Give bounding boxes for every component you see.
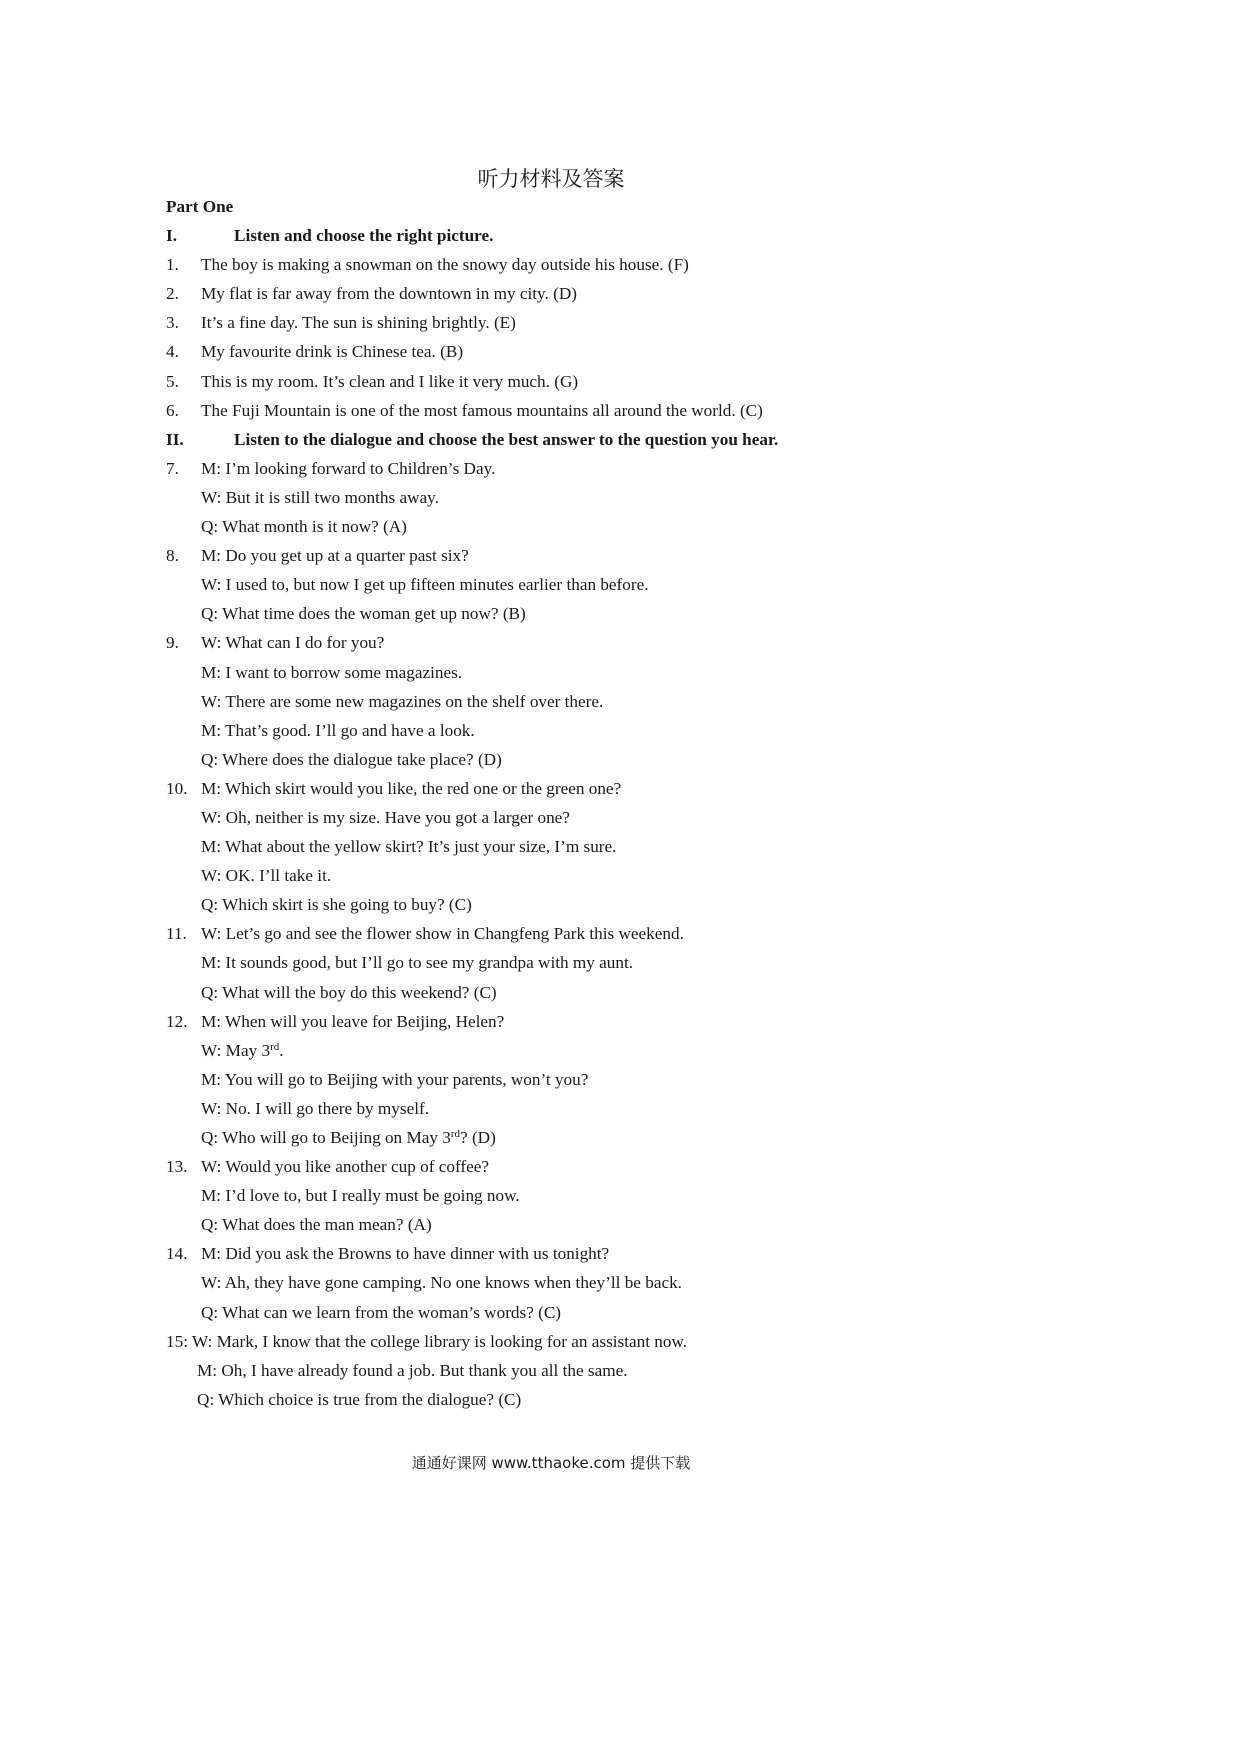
ordinal-suffix: rd (450, 1128, 461, 1140)
content-line (0, 716, 1102, 745)
content-line (0, 308, 1102, 337)
line-text: Q: What time does the woman get up now? (B) (201, 604, 526, 624)
content-line (0, 978, 1102, 1007)
line-text: W: Oh, neither is my size. Have you got a larger one? (201, 807, 570, 827)
line-number: 9. (166, 633, 179, 653)
content-line (0, 1007, 1102, 1036)
content-line (0, 396, 1102, 425)
line-number: I. (166, 226, 177, 246)
line-text: It’s a fine day. The sun is shining brightly. (E) (201, 313, 516, 333)
line-text: W: No. I will go there by myself. (201, 1098, 430, 1118)
line-number: 11. (166, 924, 187, 944)
line-number: 8. (166, 546, 179, 566)
ordinal-suffix: rd (270, 1040, 280, 1053)
part-heading-text: Part One (166, 197, 234, 216)
content-line (0, 919, 1102, 948)
content-line (0, 1298, 1102, 1327)
line-number: II. (166, 429, 184, 449)
content (0, 192, 1102, 1414)
content-line (0, 1036, 1102, 1065)
line-text: Q: What will the boy do this weekend? (C) (201, 982, 497, 1002)
content-line (0, 687, 1102, 716)
line-number: 1. (166, 255, 179, 275)
line-text: Q: Which skirt is she going to buy? (C) (201, 895, 472, 915)
line-number: 6. (166, 400, 179, 420)
content-line (0, 1268, 1102, 1297)
line-number: 4. (166, 342, 179, 362)
content-line (0, 890, 1102, 919)
line-text: My favourite drink is Chinese tea. (B) (201, 342, 464, 362)
line-text-pre: Q: Who will go to Beijing on May 3 (201, 1128, 451, 1147)
line-number: 12. (166, 1011, 188, 1031)
line-text: W: Ah, they have gone camping. No one knows when they’ll be back. (201, 1273, 682, 1293)
line-number: 13. (166, 1157, 188, 1177)
part-heading (0, 192, 1102, 221)
section-heading (0, 425, 1102, 454)
content-line (0, 1385, 1102, 1414)
line-text: Q: What does the man mean? (A) (201, 1215, 432, 1235)
line-text: W: There are some new magazines on the shelf over there. (201, 691, 604, 711)
content-line (0, 1210, 1102, 1239)
line-text: Q: What month is it now? (A) (201, 517, 407, 537)
line-text: W: Let’s go and see the flower show in Changfeng Park this weekend. (201, 924, 684, 944)
content-line (0, 861, 1102, 890)
content-line (0, 454, 1102, 483)
page-title: 听力材料及答案 (477, 167, 625, 191)
line-list (0, 221, 1102, 1414)
line-text: This is my room. It’s clean and I like it very much. (G) (201, 371, 579, 391)
line-number: 10. (166, 778, 188, 798)
line-number: 3. (166, 313, 179, 333)
line-text: M: I want to borrow some magazines. (201, 662, 463, 682)
content-line (0, 1094, 1102, 1123)
line-text: Q: Where does the dialogue take place? (D) (201, 749, 502, 769)
line-text: My flat is far away from the downtown in my city. (D) (201, 284, 577, 304)
content-line (0, 541, 1102, 570)
line-text: Q: What can we learn from the woman’s words? (C) (201, 1302, 562, 1322)
line-text: W: Would you like another cup of coffee? (201, 1157, 489, 1177)
line-text: Listen to the dialogue and choose the best answer to the question you hear. (234, 429, 779, 449)
line-text: 15: W: Mark, I know that the college library is looking for an assistant now. (166, 1331, 688, 1351)
line-text: M: Did you ask the Browns to have dinner with us tonight? (201, 1244, 610, 1264)
line-text: W: But it is still two months away. (201, 487, 439, 507)
content-line (0, 570, 1102, 599)
content-line (0, 1181, 1102, 1210)
line-number: 2. (166, 284, 179, 304)
line-text: The Fuji Mountain is one of the most famous mountains all around the world. (C) (201, 400, 763, 420)
content-line (0, 599, 1102, 628)
line-text: W: OK. I’ll take it. (201, 866, 332, 886)
line-number: 7. (166, 458, 179, 478)
line-text-post: . (279, 1040, 284, 1060)
content-line (0, 1239, 1102, 1268)
content-line (0, 279, 1102, 308)
section-heading (0, 221, 1102, 250)
content-line (0, 367, 1102, 396)
content-line (0, 658, 1102, 687)
line-text: M: Which skirt would you like, the red one or the green one? (201, 778, 622, 798)
line-text: M: When will you leave for Beijing, Helen? (201, 1011, 505, 1031)
line-text: W: What can I do for you? (201, 633, 385, 653)
line-text: M: That’s good. I’ll go and have a look. (201, 720, 475, 740)
line-text: W: I used to, but now I get up fifteen minutes earlier than before. (201, 575, 649, 595)
line-number: 5. (166, 371, 179, 391)
line-text (201, 1123, 496, 1152)
line-number: 14. (166, 1244, 188, 1264)
content-line (0, 1327, 1102, 1356)
line-text: M: Do you get up at a quarter past six? (201, 546, 469, 566)
content-line (0, 628, 1102, 657)
footer-watermark: 通通好课网 www.tthaoke.com 提供下载 (411, 1454, 691, 1472)
line-text: M: Oh, I have already found a job. But thank you all the same. (197, 1360, 628, 1380)
content-line (0, 1356, 1102, 1385)
content-line (0, 745, 1102, 774)
line-text: M: You will go to Beijing with your parents, won’t you? (201, 1069, 589, 1089)
content-line (0, 483, 1102, 512)
line-text-pre: W: May 3 (201, 1040, 271, 1060)
line-text: Listen and choose the right picture. (234, 226, 494, 246)
content-line (0, 774, 1102, 803)
line-text: M: I’m looking forward to Children’s Day. (201, 458, 496, 478)
content-line (0, 250, 1102, 279)
line-text: Q: Which choice is true from the dialogue? (C) (197, 1389, 522, 1409)
line-text: M: I’d love to, but I really must be going now. (201, 1186, 520, 1206)
content-line (0, 832, 1102, 861)
content-line (0, 337, 1102, 366)
content-line (0, 512, 1102, 541)
content-line (0, 803, 1102, 832)
line-text: M: It sounds good, but I’ll go to see my grandpa with my aunt. (201, 953, 634, 973)
line-text (201, 1036, 284, 1065)
content-line (0, 1065, 1102, 1094)
line-text: The boy is making a snowman on the snowy day outside his house. (F) (201, 255, 689, 275)
line-text: M: What about the yellow skirt? It’s just your size, I’m sure. (201, 837, 617, 857)
content-line (0, 948, 1102, 977)
line-text-post: ? (D) (460, 1128, 496, 1147)
content-line (0, 1123, 1102, 1152)
content-line (0, 1152, 1102, 1181)
